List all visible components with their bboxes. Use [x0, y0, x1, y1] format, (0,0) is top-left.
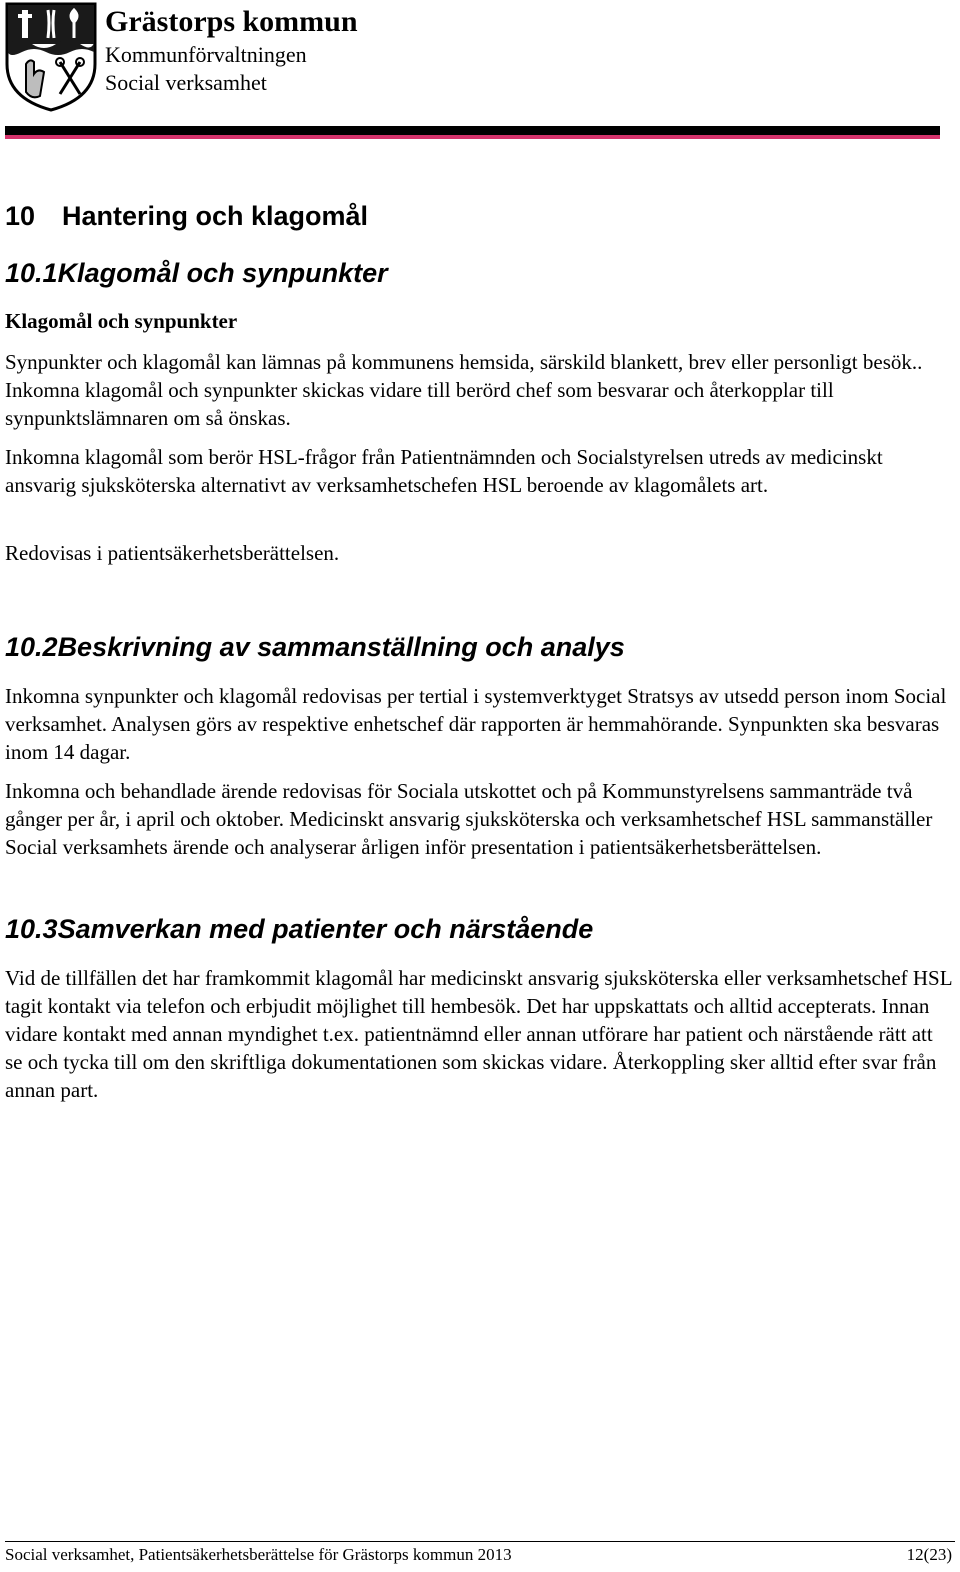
footer-divider	[5, 1541, 955, 1542]
page-number: 12(23)	[906, 1545, 952, 1564]
section-title: Beskrivning av sammanställning och analys	[57, 632, 625, 662]
org-unit: Social verksamhet	[105, 70, 267, 95]
section-title: Hantering och klagomål	[62, 201, 369, 231]
coat-of-arms-icon	[4, 2, 98, 112]
header-divider	[5, 126, 940, 135]
paragraph: Vid de tillfällen det har framkommit klagomål har medicinskt ansvarig sjuksköterska eller verksamhetschef HSL tagit kontakt via telefon och erbjudit möjlighet till hembesök. Det har uppskattats och alltid accepterats. Innan vidare kontakt med annan myndighet t.ex. patientnämnd eller annan utförare har patient och närstående rätt att se och tycka till om den skriftliga dokumentationen som skickas vidare. Återkoppling sker alltid efter svar från annan part.	[5, 966, 952, 1102]
header-divider-accent	[5, 135, 940, 139]
section-number: 10.2	[5, 632, 58, 662]
section-10-heading	[5, 199, 368, 233]
paragraph: Inkomna synpunkter och klagomål redovisas per tertial i systemverktyget Stratsys av utsedd person inom Social verksamhet. Analysen görs av respektive enhetschef där rapporten är hemmahörande. Synpunkten ska besvaras inom 14 dagar.	[5, 684, 947, 764]
paragraph: Inkomna klagomål som berör HSL-frågor från Patientnämnden och Socialstyrelsen utreds av medicinskt ansvarig sjuksköterska alternativt av verksamhetschefen HSL beroende av klagomålets art.	[5, 445, 883, 497]
org-name: Grästorps kommun	[105, 5, 358, 38]
page-header	[0, 0, 960, 150]
section-title: Klagomål och synpunkter	[57, 258, 388, 288]
section-10-3-heading	[5, 912, 593, 946]
paragraph: Synpunkter och klagomål kan lämnas på kommunens hemsida, särskild blankett, brev eller personligt besök.. Inkomna klagomål och synpunkter skickas vidare till berörd chef som besvarar och återkopplar till synpunktslämnaren om så önskas.	[5, 350, 923, 430]
section-10-1-heading	[5, 256, 388, 290]
section-number: 10	[5, 201, 36, 231]
section-number: 10.1	[5, 258, 58, 288]
org-department: Kommunförvaltningen	[105, 42, 307, 67]
section-title: Samverkan med patienter och närstående	[57, 914, 594, 944]
section-number: 10.3	[5, 914, 58, 944]
subheading: Klagomål och synpunkter	[5, 309, 238, 333]
paragraph: Redovisas i patientsäkerhetsberättelsen.	[5, 541, 340, 565]
footer-document-title: Social verksamhet, Patientsäkerhetsberättelse för Grästorps kommun 2013	[5, 1545, 512, 1564]
section-10-2-heading	[5, 630, 625, 664]
paragraph: Inkomna och behandlade ärende redovisas för Sociala utskottet och på Kommunstyrelsens sammanträde två gånger per år, i april och oktober. Medicinskt ansvarig sjuksköterska och verksamhetschef HSL sammanställer Social verksamhets ärende och analyserar årligen inför presentation i patientsäkerhetsberättelsen.	[5, 779, 933, 859]
